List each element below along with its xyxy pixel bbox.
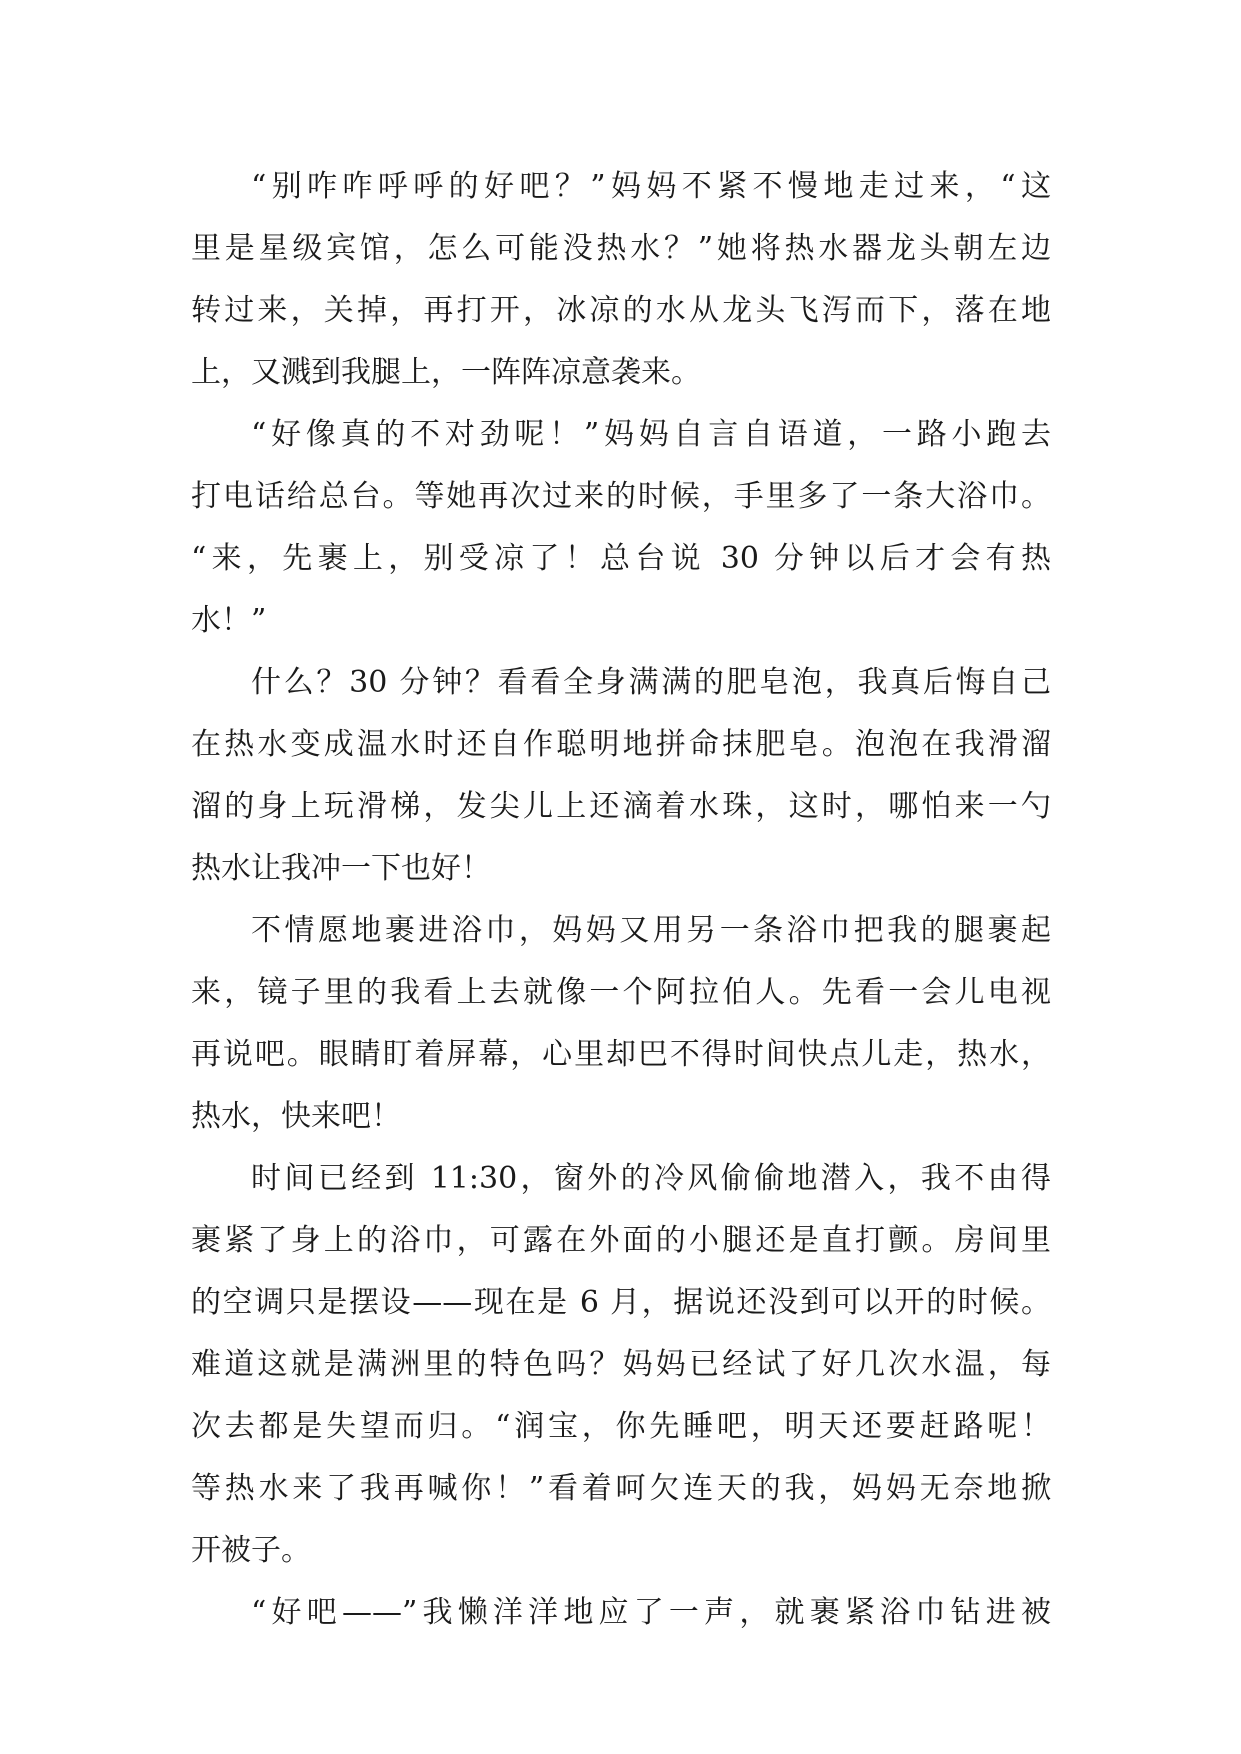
text-line: 开被子。	[191, 1533, 311, 1568]
text-line: 转过来，关掉，再打开，冰凉的水从龙头飞泻而下，落在地	[191, 293, 1051, 328]
text-line: 热水让我冲一下也好！	[191, 851, 491, 886]
text-line: “来，先裹上，别受凉了！总台说 30 分钟以后才会有热	[191, 541, 1051, 576]
document-body	[191, 156, 1051, 1644]
text-line: 等热水来了我再喊你！”看着呵欠连天的我，妈妈无奈地掀	[191, 1471, 1051, 1506]
paragraph-first-line: “好吧——”我懒洋洋地应了一声，就裹紧浴巾钻进被	[251, 1595, 1051, 1630]
text-line: 来，镜子里的我看上去就像一个阿拉伯人。先看一会儿电视	[191, 975, 1051, 1010]
paragraph-first-line: 什么？30 分钟？看看全身满满的肥皂泡，我真后悔自己	[251, 665, 1051, 700]
text-line: 次去都是失望而归。“润宝，你先睡吧，明天还要赶路呢！	[191, 1409, 1051, 1444]
paragraph-first-line: “好像真的不对劲呢！”妈妈自言自语道，一路小跑去	[251, 417, 1051, 452]
text-line: 溜的身上玩滑梯，发尖儿上还滴着水珠，这时，哪怕来一勺	[191, 789, 1051, 824]
text-line: 裹紧了身上的浴巾，可露在外面的小腿还是直打颤。房间里	[191, 1223, 1051, 1258]
text-line: 热水，快来吧！	[191, 1099, 401, 1134]
text-line: 难道这就是满洲里的特色吗？妈妈已经试了好几次水温，每	[191, 1347, 1051, 1382]
text-line: 水！”	[191, 603, 267, 638]
text-line: 打电话给总台。等她再次过来的时候，手里多了一条大浴巾。	[191, 479, 1051, 514]
text-line: 的空调只是摆设——现在是 6 月，据说还没到可以开的时候。	[191, 1285, 1051, 1320]
text-line: 在热水变成温水时还自作聪明地拼命抹肥皂。泡泡在我滑溜	[191, 727, 1051, 762]
text-line: 再说吧。眼睛盯着屏幕，心里却巴不得时间快点儿走，热水，	[191, 1037, 1051, 1072]
paragraph-first-line: “别咋咋呼呼的好吧？”妈妈不紧不慢地走过来，“这	[251, 169, 1051, 204]
paragraph-first-line: 不情愿地裹进浴巾，妈妈又用另一条浴巾把我的腿裹起	[251, 913, 1051, 948]
paragraph-first-line: 时间已经到 11:30，窗外的冷风偷偷地潜入，我不由得	[251, 1161, 1051, 1196]
text-line: 里是星级宾馆，怎么可能没热水？”她将热水器龙头朝左边	[191, 231, 1051, 266]
text-line: 上，又溅到我腿上，一阵阵凉意袭来。	[191, 355, 701, 390]
